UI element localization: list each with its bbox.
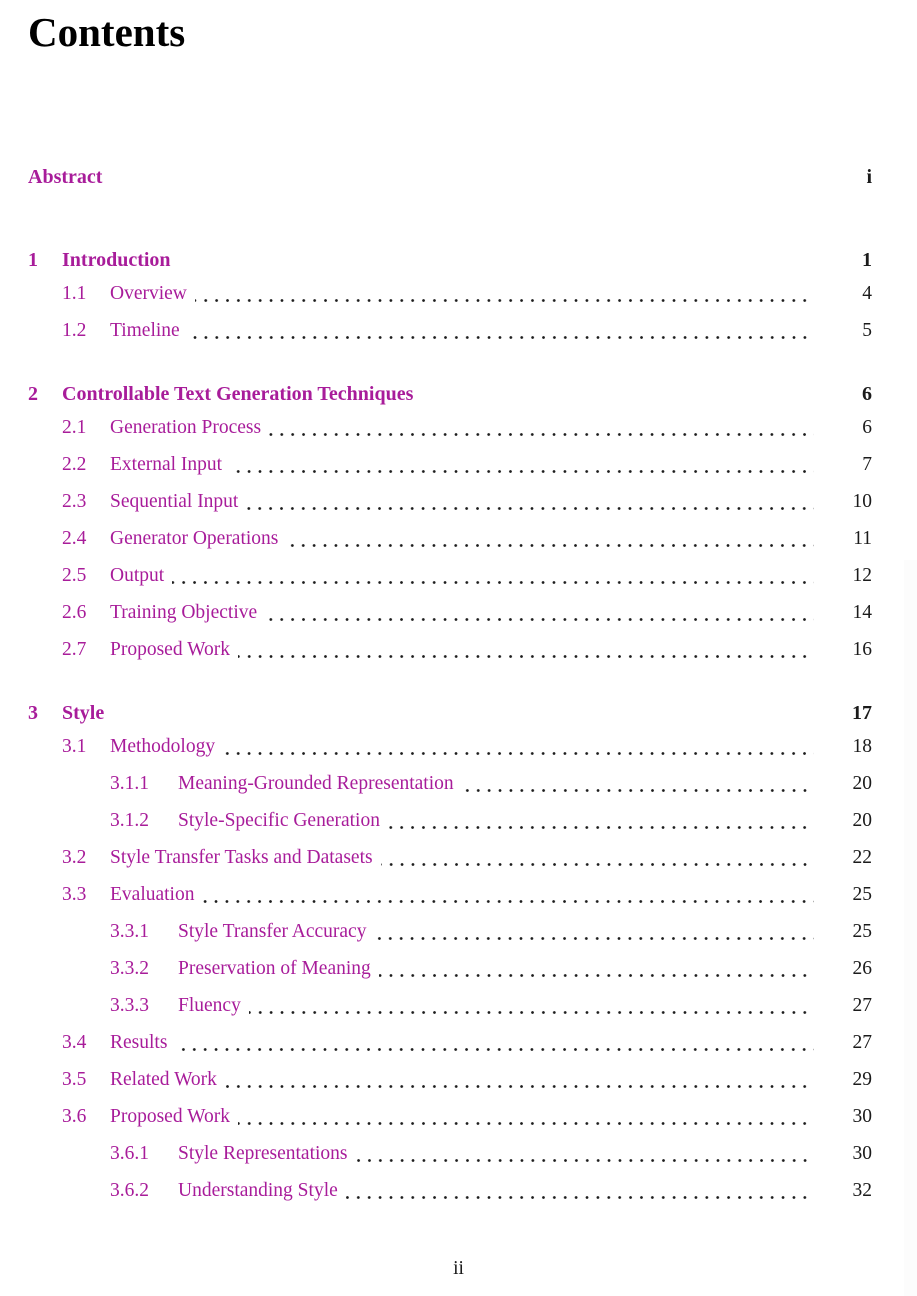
dot-leader [172,581,814,584]
toc-entry-title[interactable]: Proposed Work [110,639,230,660]
toc-page-number: 6 [862,383,872,405]
dot-leader [246,507,814,510]
toc-entry-number[interactable]: 2.1 [62,417,87,438]
toc-front-matter-row [28,165,872,189]
toc-entry-number[interactable]: 3.1.2 [110,810,149,831]
toc-page-number: 6 [862,417,872,438]
toc-entry-row [28,883,872,907]
table-of-contents [28,165,872,1203]
toc-entry-title[interactable]: Training Objective [110,602,258,623]
toc-entry-number[interactable]: 3.4 [62,1032,87,1053]
toc-entry-title[interactable]: Meaning-Grounded Representation [178,773,454,794]
toc-entry-row [28,1031,872,1055]
toc-entry-number[interactable]: 1.1 [62,283,87,304]
dot-leader [223,752,814,755]
toc-page-number: 14 [852,602,872,623]
dot-leader [112,718,814,721]
toc-chapter-row [28,248,872,272]
toc-page-number: 25 [852,921,872,942]
toc-entry-title[interactable]: Understanding Style [178,1180,338,1201]
toc-entry-number[interactable]: 2.7 [62,639,87,660]
toc-chapter-number[interactable]: 1 [28,249,38,271]
toc-page-number: 22 [852,847,872,868]
toc-entry-title[interactable]: Style Transfer Accuracy [178,921,367,942]
toc-entry-number[interactable]: 2.4 [62,528,87,549]
toc-entry-number[interactable]: 3.6 [62,1106,87,1127]
toc-entry-row [28,1179,872,1203]
toc-entry-title[interactable]: Output [110,565,165,586]
toc-entry-row [28,282,872,306]
toc-entry-number[interactable]: 2.2 [62,454,87,475]
toc-entry-row [28,564,872,588]
toc-entry-title[interactable]: Style-Specific Generation [178,810,380,831]
toc-entry-row [28,490,872,514]
toc-page-number: 5 [862,320,872,341]
toc-entry-title[interactable]: Style Representations [178,1143,348,1164]
toc-entry-title[interactable]: Fluency [178,995,241,1016]
toc-entry-row [28,601,872,625]
toc-page-number: 30 [852,1106,872,1127]
dot-leader [110,182,814,185]
toc-page-number: 27 [852,1032,872,1053]
dot-leader [356,1159,814,1162]
toc-entry-number[interactable]: 3.3.1 [110,921,149,942]
toc-entry-row [28,809,872,833]
toc-chapter-title[interactable]: Style [62,702,105,724]
dot-leader [195,299,814,302]
toc-front-matter-link[interactable]: Abstract [28,166,103,188]
dot-leader [230,470,814,473]
toc-entry-row [28,735,872,759]
toc-page-number: 29 [852,1069,872,1090]
dot-leader [249,1011,814,1014]
toc-entry-number[interactable]: 3.3.2 [110,958,149,979]
toc-entry-row [28,638,872,662]
toc-entry-number[interactable]: 3.1 [62,736,87,757]
toc-chapter-row [28,701,872,725]
toc-entry-row [28,846,872,870]
dot-leader [238,655,814,658]
toc-page-number: 10 [852,491,872,512]
toc-entry-row [28,772,872,796]
toc-entry-title[interactable]: Sequential Input [110,491,239,512]
toc-page-number: i [866,166,872,188]
toc-entry-title[interactable]: Style Transfer Tasks and Datasets [110,847,373,868]
toc-entry-title[interactable]: Preservation of Meaning [178,958,371,979]
toc-entry-number[interactable]: 3.2 [62,847,87,868]
dot-leader [286,544,814,547]
toc-entry-row [28,1142,872,1166]
toc-page-number: 1 [862,249,872,271]
toc-page-number: 12 [852,565,872,586]
toc-page-number: 11 [853,528,872,549]
toc-entry-row [28,1105,872,1129]
toc-entry-number[interactable]: 3.3.3 [110,995,149,1016]
toc-page-number: 16 [852,639,872,660]
toc-page-number: 18 [852,736,872,757]
toc-chapter-number[interactable]: 3 [28,702,38,724]
toc-entry-title[interactable]: Evaluation [110,884,195,905]
toc-entry-number[interactable]: 2.6 [62,602,87,623]
page-edge-shade-right [904,560,917,1296]
toc-page-number: 20 [852,773,872,794]
toc-page-number: 27 [852,995,872,1016]
toc-entry-number[interactable]: 2.5 [62,565,87,586]
dot-leader [225,1085,814,1088]
footer-page-number: ii [453,1258,464,1279]
toc-page-number: 26 [852,958,872,979]
toc-entry-title[interactable]: Generation Process [110,417,262,438]
dot-leader [462,789,814,792]
dot-leader [188,336,814,339]
toc-entry-title[interactable]: Overview [110,283,187,304]
toc-entry-title[interactable]: Results [110,1032,168,1053]
toc-entry-number[interactable]: 1.2 [62,320,87,341]
toc-entry-row [28,920,872,944]
toc-chapter-title[interactable]: Controllable Text Generation Techniques [62,383,414,405]
toc-entry-row [28,319,872,343]
toc-entry-row [28,453,872,477]
dot-leader [374,937,814,940]
toc-entry-title[interactable]: Proposed Work [110,1106,230,1127]
toc-page-number: 30 [852,1143,872,1164]
toc-entry-row [28,957,872,981]
dot-leader [421,399,814,402]
dot-leader [175,1048,814,1051]
dot-leader [346,1196,814,1199]
toc-entry-title[interactable]: Timeline [110,320,180,341]
toc-chapter-title[interactable]: Introduction [62,249,171,271]
toc-chapter-number[interactable]: 2 [28,383,38,405]
toc-entry-row [28,416,872,440]
toc-entry-number[interactable]: 3.6.1 [110,1143,149,1164]
toc-chapter-row [28,382,872,406]
dot-leader [388,826,814,829]
toc-entry-number[interactable]: 3.3 [62,884,87,905]
toc-entry-number[interactable]: 3.6.2 [110,1180,149,1201]
toc-entry-row [28,527,872,551]
dot-leader [379,974,814,977]
toc-page-number: 17 [852,702,872,724]
toc-page-number: 7 [862,454,872,475]
dot-leader [238,1122,814,1125]
toc-entry-title[interactable]: Methodology [110,736,216,757]
toc-entry-title[interactable]: External Input [110,454,223,475]
dot-leader [265,618,814,621]
dot-leader [269,433,814,436]
page-title: Contents [28,9,186,55]
dot-leader [179,265,814,268]
toc-entry-row [28,1068,872,1092]
toc-entry-title[interactable]: Generator Operations [110,528,279,549]
toc-page-number: 20 [852,810,872,831]
toc-entry-title[interactable]: Related Work [110,1069,217,1090]
toc-entry-number[interactable]: 3.1.1 [110,773,149,794]
toc-entry-row [28,994,872,1018]
toc-page-number: 32 [852,1180,872,1201]
toc-entry-number[interactable]: 2.3 [62,491,87,512]
toc-page-number: 25 [852,884,872,905]
toc-page-number: 4 [862,283,872,304]
dot-leader [381,863,814,866]
dot-leader [202,900,814,903]
toc-entry-number[interactable]: 3.5 [62,1069,87,1090]
